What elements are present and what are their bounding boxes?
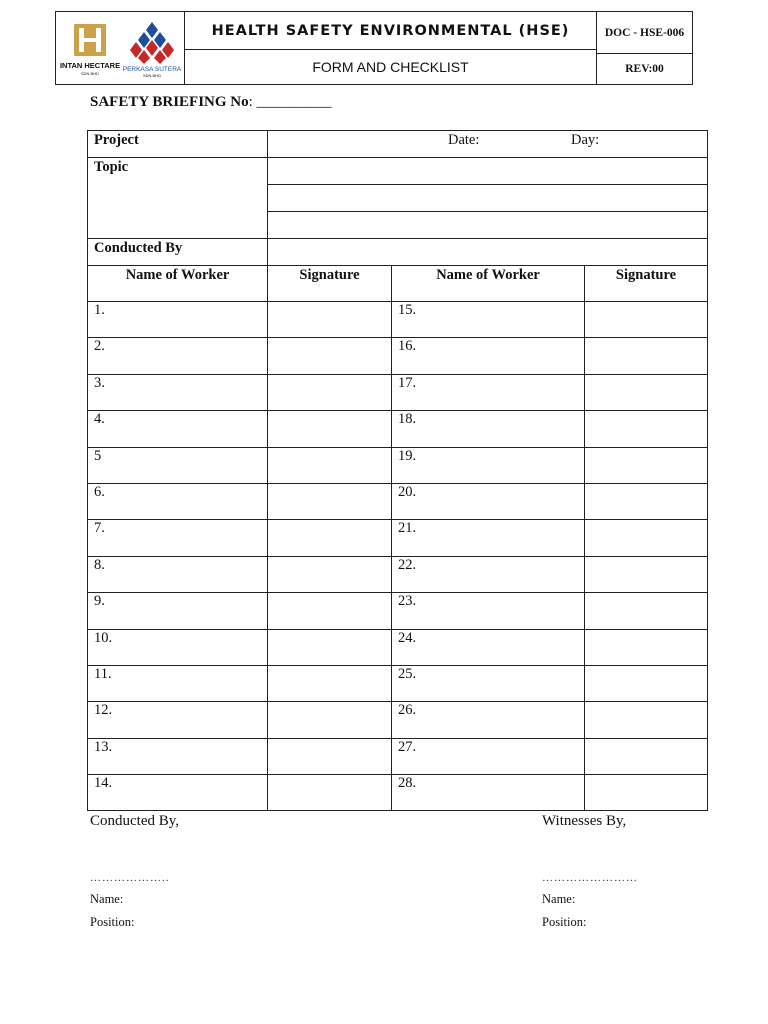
logo-cell: [56, 12, 185, 84]
worker-row: [88, 593, 708, 629]
document-subtitle: FORM AND CHECKLIST: [312, 59, 469, 75]
signature-cell-right[interactable]: [585, 775, 708, 811]
worker-row: [88, 447, 708, 483]
worker-name-cell-right[interactable]: 28.: [392, 775, 585, 811]
signature-cell-left[interactable]: [268, 338, 392, 374]
conducted-signature-line[interactable]: ………………..: [90, 872, 170, 884]
conducted-position-label: Position:: [90, 915, 135, 929]
conducted-row: [88, 239, 708, 266]
title-cell: [185, 12, 597, 84]
topic-field-2[interactable]: [268, 185, 708, 212]
signature-cell-left[interactable]: [268, 665, 392, 701]
signature-cell-left[interactable]: [268, 629, 392, 665]
day-label: Day:: [571, 132, 600, 148]
signature-cell-left[interactable]: [268, 556, 392, 592]
name-of-worker-header-left: Name of Worker: [88, 266, 268, 302]
topic-row-1: [88, 158, 708, 185]
worker-row: [88, 629, 708, 665]
worker-name-cell-left[interactable]: 10.: [88, 629, 268, 665]
signature-cell-right[interactable]: [585, 302, 708, 338]
worker-name-cell-left[interactable]: 4.: [88, 411, 268, 447]
worker-row: [88, 665, 708, 701]
signature-cell-right[interactable]: [585, 702, 708, 738]
briefing-number-line: [90, 94, 332, 111]
worker-name-cell-right[interactable]: 15.: [392, 302, 585, 338]
worker-name-cell-right[interactable]: 27.: [392, 738, 585, 774]
project-label: Project: [88, 131, 268, 158]
topic-field-3[interactable]: [268, 212, 708, 239]
worker-name-cell-left[interactable]: 5: [88, 447, 268, 483]
name-of-worker-header-right: Name of Worker: [392, 266, 585, 302]
perkasa-sutera-logo: [122, 20, 182, 78]
worker-name-cell-right[interactable]: 17.: [392, 374, 585, 410]
worker-name-cell-left[interactable]: 12.: [88, 702, 268, 738]
briefing-label: SAFETY BRIEFING No: [90, 94, 249, 110]
svg-text:PERKASA SUTERA: PERKASA SUTERA: [122, 66, 182, 73]
project-row: [88, 131, 708, 158]
worker-row: [88, 702, 708, 738]
signature-cell-left[interactable]: [268, 775, 392, 811]
document-title: HEALTH SAFETY ENVIRONMENTAL (HSE): [185, 12, 596, 50]
worker-name-cell-left[interactable]: 6.: [88, 483, 268, 519]
signature-cell-left[interactable]: [268, 483, 392, 519]
worker-name-cell-left[interactable]: 9.: [88, 593, 268, 629]
document-header: [55, 11, 693, 85]
worker-row: [88, 302, 708, 338]
signature-cell-left[interactable]: [268, 374, 392, 410]
signature-cell-right[interactable]: [585, 665, 708, 701]
worker-name-cell-left[interactable]: 3.: [88, 374, 268, 410]
conducted-name-label: Name:: [90, 892, 124, 906]
signature-cell-right[interactable]: [585, 520, 708, 556]
revision: REV:00: [625, 63, 664, 75]
witness-name-label: Name:: [542, 892, 576, 906]
signature-cell-left[interactable]: [268, 411, 392, 447]
column-header-row: [88, 266, 708, 302]
worker-name-cell-left[interactable]: 2.: [88, 338, 268, 374]
witness-signature-line[interactable]: ……………………: [542, 872, 638, 884]
worker-row: [88, 556, 708, 592]
worker-row: [88, 411, 708, 447]
witness-position-label: Position:: [542, 915, 587, 929]
worker-row: [88, 483, 708, 519]
worker-name-cell-right[interactable]: 26.: [392, 702, 585, 738]
signature-cell-right[interactable]: [585, 411, 708, 447]
svg-text:SDN BHD: SDN BHD: [142, 73, 162, 78]
worker-name-cell-left[interactable]: 1.: [88, 302, 268, 338]
worker-name-cell-right[interactable]: 23.: [392, 593, 585, 629]
topic-field-1[interactable]: [268, 158, 708, 185]
signature-header-left: Signature: [268, 266, 392, 302]
signature-cell-left[interactable]: [268, 520, 392, 556]
worker-name-cell-right[interactable]: 25.: [392, 665, 585, 701]
svg-text:INTAN HECTARE: INTAN HECTARE: [60, 61, 120, 70]
signature-cell-right[interactable]: [585, 374, 708, 410]
signature-cell-right[interactable]: [585, 629, 708, 665]
worker-row: [88, 338, 708, 374]
signature-cell-right[interactable]: [585, 738, 708, 774]
topic-label: Topic: [88, 158, 268, 239]
signature-header-right: Signature: [585, 266, 708, 302]
signature-cell-right[interactable]: [585, 483, 708, 519]
worker-name-cell-right[interactable]: 21.: [392, 520, 585, 556]
attendance-table: [87, 130, 708, 811]
worker-name-cell-right[interactable]: 22.: [392, 556, 585, 592]
worker-name-cell-left[interactable]: 14.: [88, 775, 268, 811]
worker-name-cell-right[interactable]: 16.: [392, 338, 585, 374]
signature-cell-left[interactable]: [268, 302, 392, 338]
worker-row: [88, 374, 708, 410]
worker-name-cell-left[interactable]: 11.: [88, 665, 268, 701]
project-field[interactable]: [268, 131, 708, 158]
worker-name-cell-left[interactable]: 8.: [88, 556, 268, 592]
signature-cell-left[interactable]: [268, 447, 392, 483]
conducted-by-label: Conducted By: [88, 239, 268, 266]
worker-name-cell-left[interactable]: 13.: [88, 738, 268, 774]
worker-name-cell-right[interactable]: 18.: [392, 411, 585, 447]
doc-info-cell: [597, 12, 692, 84]
intan-hectare-logo: [60, 22, 120, 78]
worker-name-cell-right[interactable]: 24.: [392, 629, 585, 665]
worker-name-cell-right[interactable]: 20.: [392, 483, 585, 519]
signature-cell-right[interactable]: [585, 447, 708, 483]
worker-name-cell-left[interactable]: 7.: [88, 520, 268, 556]
doc-number: DOC - HSE-006: [597, 12, 692, 54]
briefing-number-blank[interactable]: : __________: [248, 94, 332, 110]
date-label: Date:: [448, 132, 480, 148]
worker-rows: [88, 302, 708, 811]
conducted-by-field[interactable]: [268, 239, 708, 266]
worker-row: [88, 775, 708, 811]
signature-cell-right[interactable]: [585, 556, 708, 592]
signature-cell-left[interactable]: [268, 593, 392, 629]
svg-text:SDN BHD: SDN BHD: [80, 71, 100, 76]
signature-cell-right[interactable]: [585, 338, 708, 374]
worker-row: [88, 738, 708, 774]
signature-cell-right[interactable]: [585, 593, 708, 629]
worker-name-cell-right[interactable]: 19.: [392, 447, 585, 483]
witnesses-by-footer: Witnesses By,: [542, 813, 627, 829]
signature-cell-left[interactable]: [268, 702, 392, 738]
signature-cell-left[interactable]: [268, 738, 392, 774]
worker-row: [88, 520, 708, 556]
conducted-by-footer: Conducted By,: [90, 813, 180, 829]
